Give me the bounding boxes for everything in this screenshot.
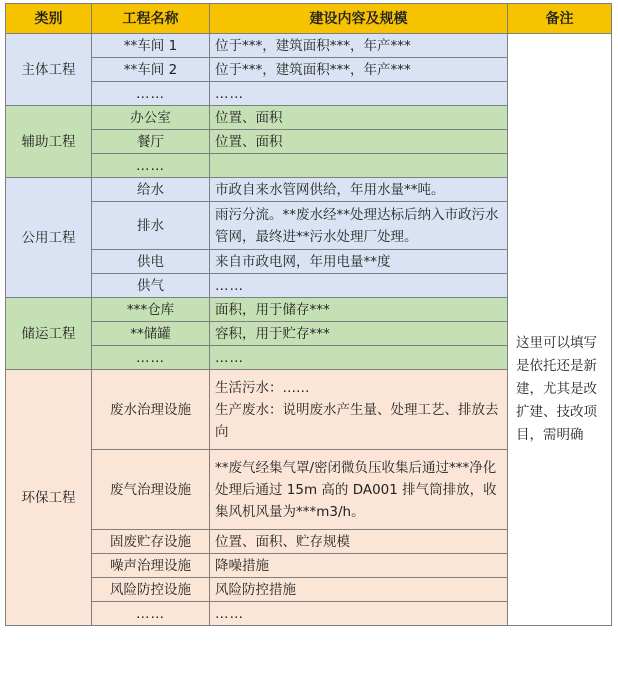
content-cell: 来自市政电网，年用电量**度 (210, 250, 508, 274)
project-name-cell: 供气 (92, 274, 210, 298)
content-cell: 生活污水：…… 生产废水：说明废水产生量、处理工艺、排放去向 (210, 370, 508, 450)
project-name-cell: **储罐 (92, 322, 210, 346)
project-name-cell: 固废贮存设施 (92, 530, 210, 554)
content-cell: 雨污分流。**废水经**处理达标后纳入市政污水管网，最终进**污水处理厂处理。 (210, 202, 508, 250)
content-cell: …… (210, 82, 508, 106)
category-cell: 主体工程 (6, 34, 92, 106)
content-cell: 位置、面积 (210, 106, 508, 130)
content-cell: …… (210, 346, 508, 370)
content-cell: 位于***，建筑面积***，年产*** (210, 58, 508, 82)
project-name-cell: 给水 (92, 178, 210, 202)
project-name-cell: …… (92, 346, 210, 370)
project-name-cell: 噪声治理设施 (92, 554, 210, 578)
header-category: 类别 (6, 4, 92, 34)
header-content-scale: 建设内容及规模 (210, 4, 508, 34)
category-cell: 辅助工程 (6, 106, 92, 178)
project-composition-table (5, 3, 612, 626)
table-row (6, 34, 612, 58)
remarks-note (508, 34, 612, 626)
header-project-name: 工程名称 (92, 4, 210, 34)
project-name-cell: 餐厅 (92, 130, 210, 154)
content-cell: …… (210, 274, 508, 298)
project-name-cell: …… (92, 602, 210, 626)
content-cell (210, 154, 508, 178)
content-cell: 容积，用于贮存*** (210, 322, 508, 346)
content-cell: 位置、面积 (210, 130, 508, 154)
content-cell: 风险防控措施 (210, 578, 508, 602)
project-name-cell: 排水 (92, 202, 210, 250)
project-name-cell: 办公室 (92, 106, 210, 130)
project-name-cell: 废气治理设施 (92, 450, 210, 530)
content-cell: **废气经集气罩/密闭微负压收集后通过***净化处理后通过 15m 高的 DA001 排气筒排放，收集风机风量为***m3/h。 (210, 450, 508, 530)
project-name-cell: 废水治理设施 (92, 370, 210, 450)
project-name-cell: …… (92, 154, 210, 178)
header-row (6, 4, 612, 34)
project-name-cell: 供电 (92, 250, 210, 274)
project-name-cell: **车间 1 (92, 34, 210, 58)
project-name-cell: **车间 2 (92, 58, 210, 82)
content-cell: 位于***，建筑面积***，年产*** (210, 34, 508, 58)
header-remarks: 备注 (508, 4, 612, 34)
content-cell: 位置、面积、贮存规模 (210, 530, 508, 554)
project-name-cell: 风险防控设施 (92, 578, 210, 602)
content-cell: 面积，用于储存*** (210, 298, 508, 322)
remarks-note-text: 这里可以填写是依托还是新建，尤其是改扩建、技改项目，需明确 (516, 335, 597, 443)
content-cell: 市政自来水管网供给，年用水量**吨。 (210, 178, 508, 202)
category-cell: 环保工程 (6, 370, 92, 626)
category-cell: 储运工程 (6, 298, 92, 370)
project-name-cell: ***仓库 (92, 298, 210, 322)
project-name-cell: …… (92, 82, 210, 106)
category-cell: 公用工程 (6, 178, 92, 298)
content-cell: …… (210, 602, 508, 626)
content-cell: 降噪措施 (210, 554, 508, 578)
